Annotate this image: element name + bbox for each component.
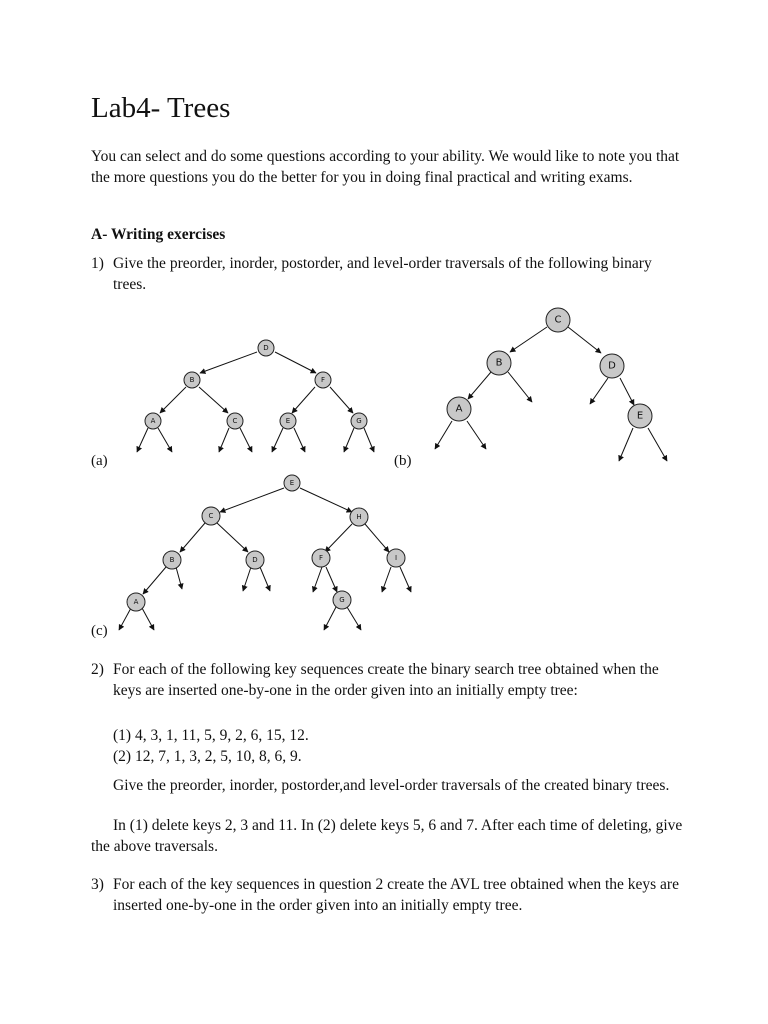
tree-a-node [351, 413, 367, 429]
figure-label-b: (b) [394, 453, 412, 469]
svg-text:A: A [455, 403, 463, 415]
svg-text:B: B [189, 376, 195, 384]
intro-paragraph: You can select and do some questions according to your ability. We would like to note you that the more questions you do the better for you in doing final practical and writing exams. [91, 148, 680, 186]
key-sequence-2: (2) 12, 7, 1, 3, 2, 5, 10, 8, 6, 9. [113, 748, 302, 765]
tree-b-node [600, 354, 624, 378]
tree-c-node [127, 593, 145, 611]
tree-a-node [315, 372, 331, 388]
tree-b-node [447, 397, 471, 421]
figure-label-c: (c) [91, 623, 108, 639]
question-3 [91, 875, 681, 916]
traversal-instruction: Give the preorder, inorder, postorder,and level-order traversals of the created binary trees. [113, 777, 670, 794]
figure-label-a: (a) [91, 453, 108, 469]
svg-text:G: G [356, 417, 362, 425]
tree-a [137, 340, 374, 452]
tree-c-node [312, 549, 330, 567]
question-text: Give the preorder, inorder, postorder, and level-order traversals of the following binary trees. [113, 255, 652, 293]
tree-c-node [387, 549, 405, 567]
question-number: 3) [91, 876, 104, 893]
tree-b-node [487, 351, 511, 375]
svg-text:C: C [554, 314, 562, 326]
tree-c-node [163, 551, 181, 569]
svg-text:D: D [608, 360, 616, 372]
question-2 [91, 660, 681, 701]
svg-text:C: C [208, 512, 214, 520]
section-heading: A- Writing exercises [91, 226, 226, 243]
svg-text:A: A [133, 598, 139, 606]
svg-text:I: I [394, 554, 398, 562]
tree-b-node [546, 308, 570, 332]
svg-text:C: C [232, 417, 238, 425]
svg-text:E: E [636, 410, 644, 422]
page-title: Lab4- Trees [91, 92, 231, 124]
svg-text:E: E [289, 479, 295, 487]
svg-text:F: F [320, 376, 326, 384]
svg-text:B: B [495, 357, 503, 369]
question-text: For each of the following key sequences create the binary search tree obtained when the keys are inserted one-by-one in the order given into an initially empty tree: [113, 661, 659, 699]
tree-c-node [246, 551, 264, 569]
svg-text:F: F [318, 554, 324, 562]
tree-a-node [145, 413, 161, 429]
tree-b [435, 308, 667, 461]
svg-text:B: B [169, 556, 175, 564]
question-number: 1) [91, 255, 104, 272]
svg-text:D: D [252, 556, 258, 564]
tree-a-node [280, 413, 296, 429]
svg-text:G: G [339, 596, 345, 604]
svg-text:H: H [356, 513, 362, 521]
svg-text:D: D [263, 344, 269, 352]
delete-instruction: In (1) delete keys 2, 3 and 11. In (2) delete keys 5, 6 and 7. After each time of deleting, give the above traversals. [91, 817, 683, 855]
tree-c-node [202, 507, 220, 525]
tree-c-node [333, 591, 351, 609]
question-text: For each of the key sequences in question 2 create the AVL tree obtained when the keys are inserted one-by-one in the order given into an initially empty tree. [113, 876, 679, 914]
question-number: 2) [91, 661, 104, 678]
tree-c-node [350, 508, 368, 526]
tree-a-node [227, 413, 243, 429]
svg-text:E: E [285, 417, 291, 425]
svg-text:A: A [150, 417, 156, 425]
tree-c [119, 475, 411, 630]
tree-a-node [184, 372, 200, 388]
tree-c-node [284, 475, 300, 491]
tree-b-node [628, 404, 652, 428]
tree-a-node [258, 340, 274, 356]
key-sequence-1: (1) 4, 3, 1, 11, 5, 9, 2, 6, 15, 12. [113, 727, 309, 744]
